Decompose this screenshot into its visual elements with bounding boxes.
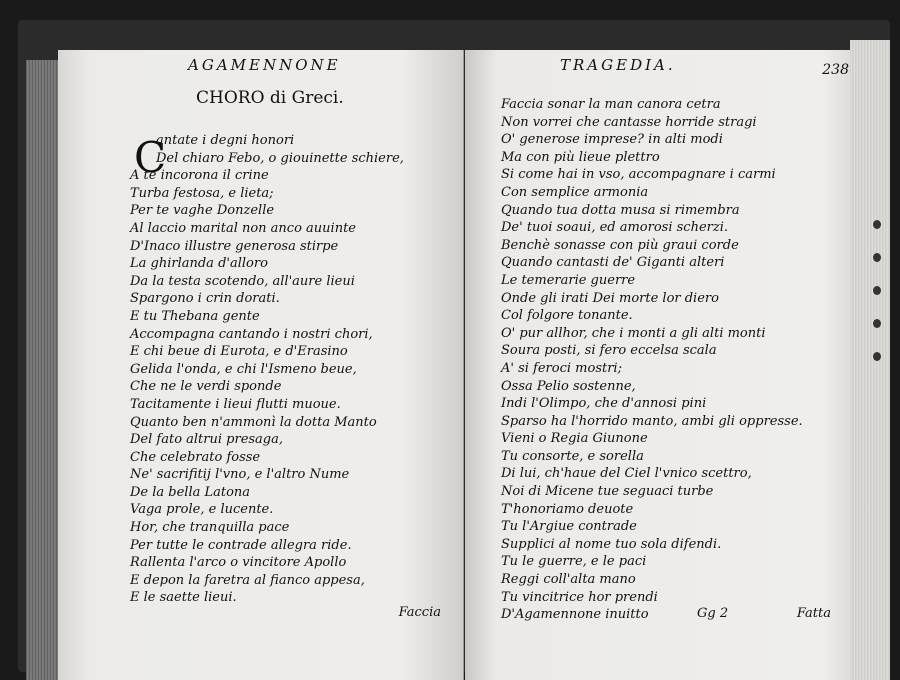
verse-line: Del fato altrui presaga, [130,432,284,448]
verse-line: Soura posti, si fero eccelsa scala [501,343,717,359]
verse-line: Tu le guerre, e le paci [501,554,647,570]
verse-line: Con semplice armonia [501,184,649,200]
verse-line: Onde gli irati Dei morte lor diero [501,290,719,306]
verse-line: antate i degni honori [156,133,295,148]
verse-line: Ma con più lieue plettro [501,149,660,165]
verse-line: Quando cantasti de' Giganti alteri [501,255,725,271]
verse-line: Turba festosa, e lieta; [130,185,274,201]
verse-line: Col folgore tonante. [501,308,633,324]
verse-line: De la bella Latona [130,484,251,500]
verse-line: Di lui, ch'haue del Ciel l'vnico scettro, [501,466,752,482]
verse-line: E tu Thebana gente [130,308,260,324]
verse-line: Quando tua dotta musa si rimembra [501,202,740,218]
binding-holes [870,220,884,420]
verse-line: De' tuoi soaui, ed amorosi scherzi. [501,220,729,236]
verse-line: O' pur allhor, che i monti a gli alti monti [501,325,766,341]
verse-line: Supplici al nome tuo sola difendi. [501,536,722,552]
verse-line: Tu vincitrice hor prendi [501,589,658,605]
running-header: TRAGEDIA. [560,56,676,74]
verse-line: E chi beue di Eurota, e d'Erasino [130,344,348,360]
verse-line: Per te vaghe Donzelle [130,203,275,219]
verse-line: Indi l'Olimpo, che d'annosi pini [501,396,707,412]
catchword: Faccia [398,605,441,620]
verse-line: Quanto ben n'ammonì la dotta Manto [130,414,377,430]
verse-line: Vieni o Regia Giunone [501,431,648,447]
catchword: Fatta [796,606,831,621]
verse-line: Ne' sacrifitij l'vno, e l'altro Nume [130,467,350,483]
signature-mark: Gg 2 [697,606,729,621]
verse-line: Noi di Micene tue seguaci turbe [501,484,714,500]
verse-line: Le temerarie guerre [501,272,636,288]
verse-line: D'Inaco illustre generosa stirpe [130,238,339,254]
binding-hole [873,286,881,295]
verse-line: O' generose imprese? in alti modi [501,132,723,148]
verse-line: Reggi coll'alta mano [501,572,636,588]
verse-line: Tu consorte, e sorella [501,448,644,464]
verse-line: Che celebrato fosse [130,449,261,465]
verse-line: Ossa Pelio sostenne, [501,378,636,394]
right-page [465,50,863,680]
verse-line: E le saette lieui. [130,590,237,606]
verse-line: Faccia sonar la man canora cetra [501,97,721,112]
verse-line: Rallenta l'arco o vincitore Apollo [130,555,347,571]
drop-cap: C [134,133,167,182]
verse-line: Del chiaro Febo, o giouinette schiere, [156,150,404,166]
verse-line: E depon la faretra al fianco appesa, [130,572,365,588]
verse-line: Non vorrei che cantasse horride stragi [501,114,757,130]
verse-line: Tacitamente i lieui flutti muoue. [130,396,341,412]
binding-hole [873,253,881,262]
verse-line: Gelida l'onda, e chi l'Ismeno beue, [130,361,357,377]
page-edges [850,40,890,680]
running-header: AGAMENNONE [188,56,341,74]
verse-line: Che ne le verdi sponde [130,379,282,395]
open-book [18,20,890,672]
book-spine-edge [26,60,60,680]
verse-line: Al laccio marital non anco auuinte [130,220,356,236]
verse-line: A te incorona il crine [130,168,269,184]
verse-line: La ghirlanda d'alloro [130,256,268,272]
verse-line: Accompagna cantando i nostri chori, [130,326,373,342]
verse-line: Per tutte le contrade allegra ride. [130,537,352,553]
binding-hole [873,220,881,229]
verse-line: Benchè sonasse con più graui corde [501,237,739,253]
verse-block [501,96,851,624]
binding-hole [873,319,881,328]
left-page [58,50,464,680]
verse-line: D'Agamennone inuitto [501,607,649,623]
verse-line: Da la testa scotendo, all'aure lieui [130,273,355,289]
verse-line: Vaga prole, e lucente. [130,502,274,518]
verse-line: Hor, che tranquilla pace [130,520,290,536]
verse-line: A' si feroci mostri; [501,360,622,376]
section-title: CHORO di Greci. [196,88,344,108]
verse-line: Sparso ha l'horrido manto, ambi gli oppresse. [501,413,803,429]
verse-block [130,132,460,607]
verse-line: Tu l'Argiue contrade [501,519,637,535]
page-number: 238 [822,62,849,78]
verse-line: Si come hai in vso, accompagnare i carmi [501,167,776,183]
verse-line: T'honoriamo deuote [501,501,634,517]
binding-hole [873,352,881,361]
verse-line: Spargono i crin dorati. [130,291,280,307]
